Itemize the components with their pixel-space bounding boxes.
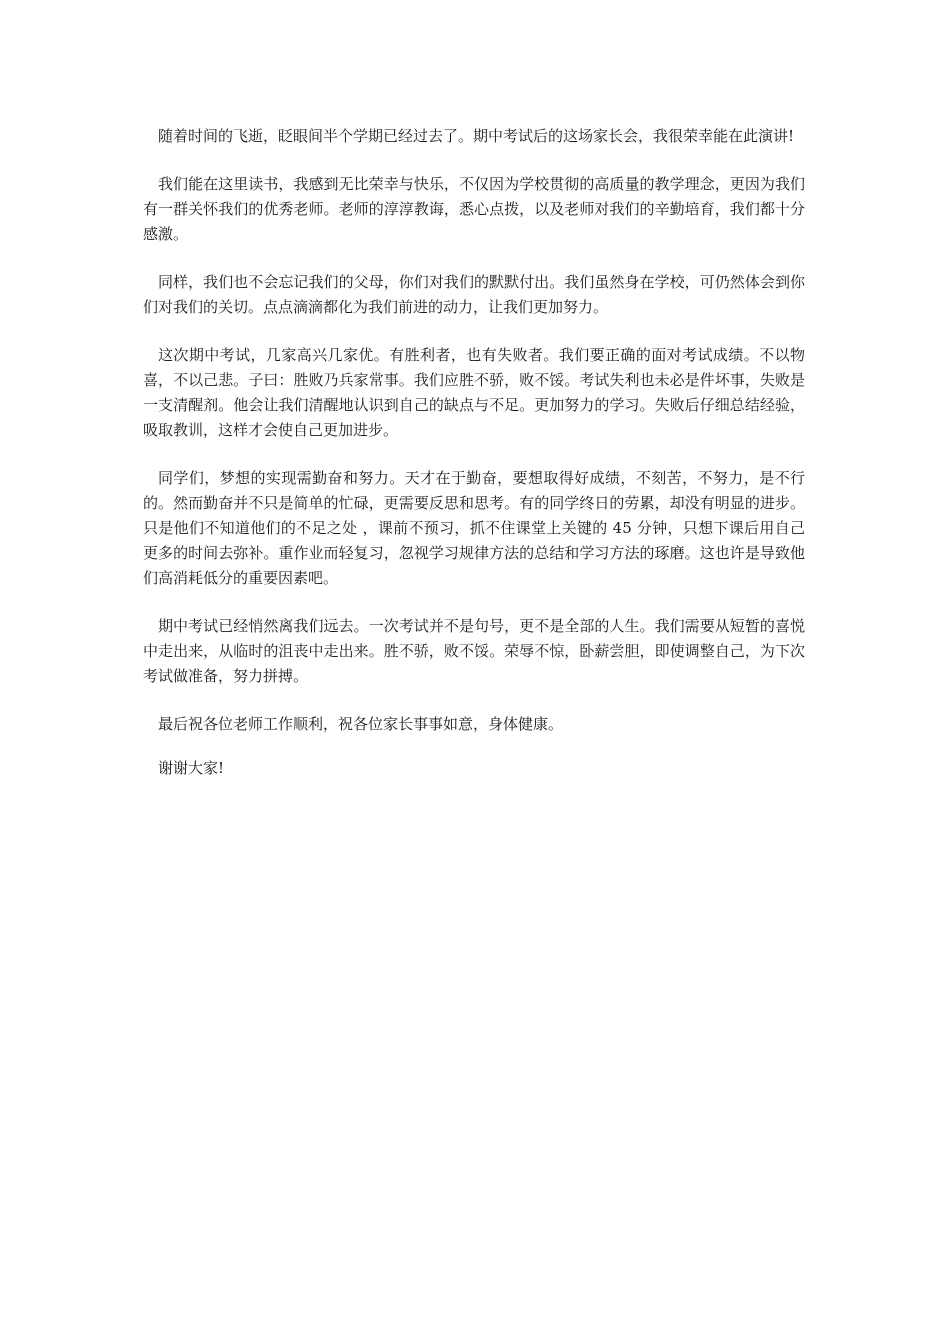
paragraph-teachers: 我们能在这里读书，我感到无比荣幸与快乐，不仅因为学校贯彻的高质量的教学理念，更因为我们有一群关怀我们的优秀老师。老师的淳淳教诲，悉心点拨，以及老师对我们的辛勤培育，我们都十分感激。 [143, 175, 805, 243]
speech-body [143, 124, 805, 800]
paragraph-opening: 随着时间的飞逝，眨眼间半个学期已经过去了。期中考试后的这场家长会，我很荣幸能在此演讲! [158, 127, 795, 145]
paragraph-exam-results: 这次期中考试，几家高兴几家优。有胜利者，也有失败者。我们要正确的面对考试成绩。不以物喜，不以己悲。子曰：胜败乃兵家常事。我们应胜不骄，败不馁。考试失利也未必是件坏事，失败是一支清醒剂。他会让我们清醒地认识到自己的缺点与不足。更加努力的学习。失败后仔细总结经验，吸取教训，这样才会使自己更加进步。 [143, 346, 805, 439]
paragraph-diligence: 同学们，梦想的实现需勤奋和努力。天才在于勤奋，要想取得好成绩，不刻苦，不努力，是不行的。然而勤奋并不只是简单的忙碌，更需要反思和思考。有的同学终日的劳累，却没有明显的进步。只是他们不知道他们的不足之处 ，课前不预习，抓不住课堂上关键的 45 分钟，只想下课后用自己更多的时间去弥补。重作业而轻复习，忽视学习规律方法的总结和学习方法的琢磨。这也许是导致他们高消耗低分的重要因素吧。 [143, 469, 805, 587]
paragraph-thanks: 谢谢大家! [158, 759, 225, 777]
paragraph-wishes: 最后祝各位老师工作顺利，祝各位家长事事如意，身体健康。 [158, 715, 564, 733]
paragraph-moving-forward: 期中考试已经悄然离我们远去。一次考试并不是句号，更不是全部的人生。我们需要从短暂的喜悦中走出来，从临时的沮丧中走出来。胜不骄，败不馁。荣辱不惊，卧薪尝胆，即使调整自己，为下次考试做准备，努力拼搏。 [143, 617, 805, 685]
paragraph-parents: 同样，我们也不会忘记我们的父母，你们对我们的默默付出。我们虽然身在学校，可仍然体会到你们对我们的关切。点点滴滴都化为我们前进的动力，让我们更加努力。 [143, 273, 805, 316]
